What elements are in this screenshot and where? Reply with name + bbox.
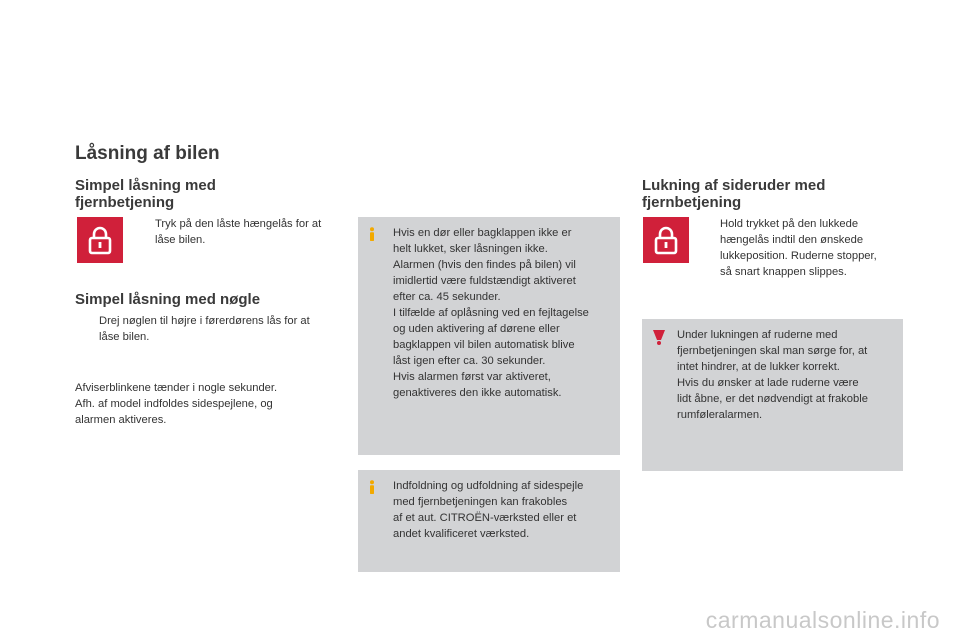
key-note [75,380,345,428]
section-windows-heading-line2: fjernbetjening [642,194,742,211]
warning-box-windows [642,319,903,471]
info-line: af et aut. CITROËN-værksted eller et [393,512,577,524]
warning-line: Hvis du ønsker at lade ruderne være [677,377,859,389]
info-icon [366,227,378,241]
info-line: bagklappen vil bilen automatisk blive [393,339,575,351]
key-note-line: Afh. af model indfoldes sidespejlene, og [75,398,273,410]
info-line: med fjernbetjeningen kan frakobles [393,496,568,508]
padlock-icon [87,225,113,255]
info-box-alarm [358,217,620,455]
padlock-icon [653,225,679,255]
warning-box-windows-text [677,327,895,423]
section-key-heading: Simpel låsning med nøgle [75,291,261,308]
windows-instruction-line: lukkeposition. Ruderne stopper, [720,250,877,262]
warning-line: intet hindrer, at de lukker korrekt. [677,361,840,373]
remote-instruction [133,216,343,248]
windows-instruction [698,216,908,280]
section-remote-heading [75,177,216,211]
info-line: andet kvalificeret værksted. [393,528,530,540]
windows-instruction-line: Hold trykket på den lukkede [720,218,859,230]
remote-instruction-line1: Tryk på den låste hængelås for at [155,218,322,230]
info-icon [366,480,378,494]
section-remote-heading-line2: fjernbetjening [75,194,175,211]
key-instruction-line2: låse bilen. [99,331,150,343]
warning-line: lidt åbne, er det nødvendigt at frakoble [677,393,868,405]
windows-instruction-line: så snart knappen slippes. [720,266,847,278]
section-windows-heading-line1: Lukning af sideruder med [642,177,826,194]
info-line: låst igen efter ca. 30 sekunder. [393,355,546,367]
key-instruction-line1: Drej nøglen til højre i førerdørens lås for at [99,315,310,327]
remote-instruction-line2: låse bilen. [155,234,206,246]
info-line: Indfoldning og udfoldning af sidespejle [393,480,584,492]
warning-line: Under lukningen af ruderne med [677,329,838,341]
info-line: efter ca. 45 sekunder. [393,291,501,303]
key-note-line: alarmen aktiveres. [75,414,167,426]
key-instruction [77,313,347,345]
page-title: Låsning af bilen [75,143,220,164]
info-line: I tilfælde af oplåsning ved en fejltagelse [393,307,589,319]
info-line: Hvis en dør eller bagklappen ikke er [393,227,572,239]
watermark: carmanualsonline.info [705,607,940,633]
section-windows-heading [642,177,825,211]
info-line: og uden aktivering af dørene eller [393,323,560,335]
info-box-mirrors [358,470,620,572]
bullet-icon [133,216,155,248]
info-line: genaktiveres den ikke automatisk. [393,387,562,399]
warning-icon [652,329,666,345]
info-box-alarm-text [393,225,612,401]
warning-line: fjernbetjeningen skal man sørge for, at [677,345,868,357]
info-line: Alarmen (hvis den findes på bilen) vil [393,259,576,271]
bullet-icon [77,313,99,345]
lock-button[interactable] [77,217,123,263]
info-box-mirrors-text [393,478,612,542]
section-remote-heading-line1: Simpel låsning med [75,177,216,194]
lock-button-windows[interactable] [643,217,689,263]
info-line: imidlertid være fuldstændigt aktiveret [393,275,576,287]
info-line: helt lukket, sker låsningen ikke. [393,243,548,255]
windows-instruction-line: hængelås indtil den ønskede [720,234,864,246]
bullet-icon [698,216,720,280]
warning-line: rumføleralarmen. [677,409,763,421]
key-note-line: Afviserblinkene tænder i nogle sekunder. [75,382,278,394]
info-line: Hvis alarmen først var aktiveret, [393,371,551,383]
